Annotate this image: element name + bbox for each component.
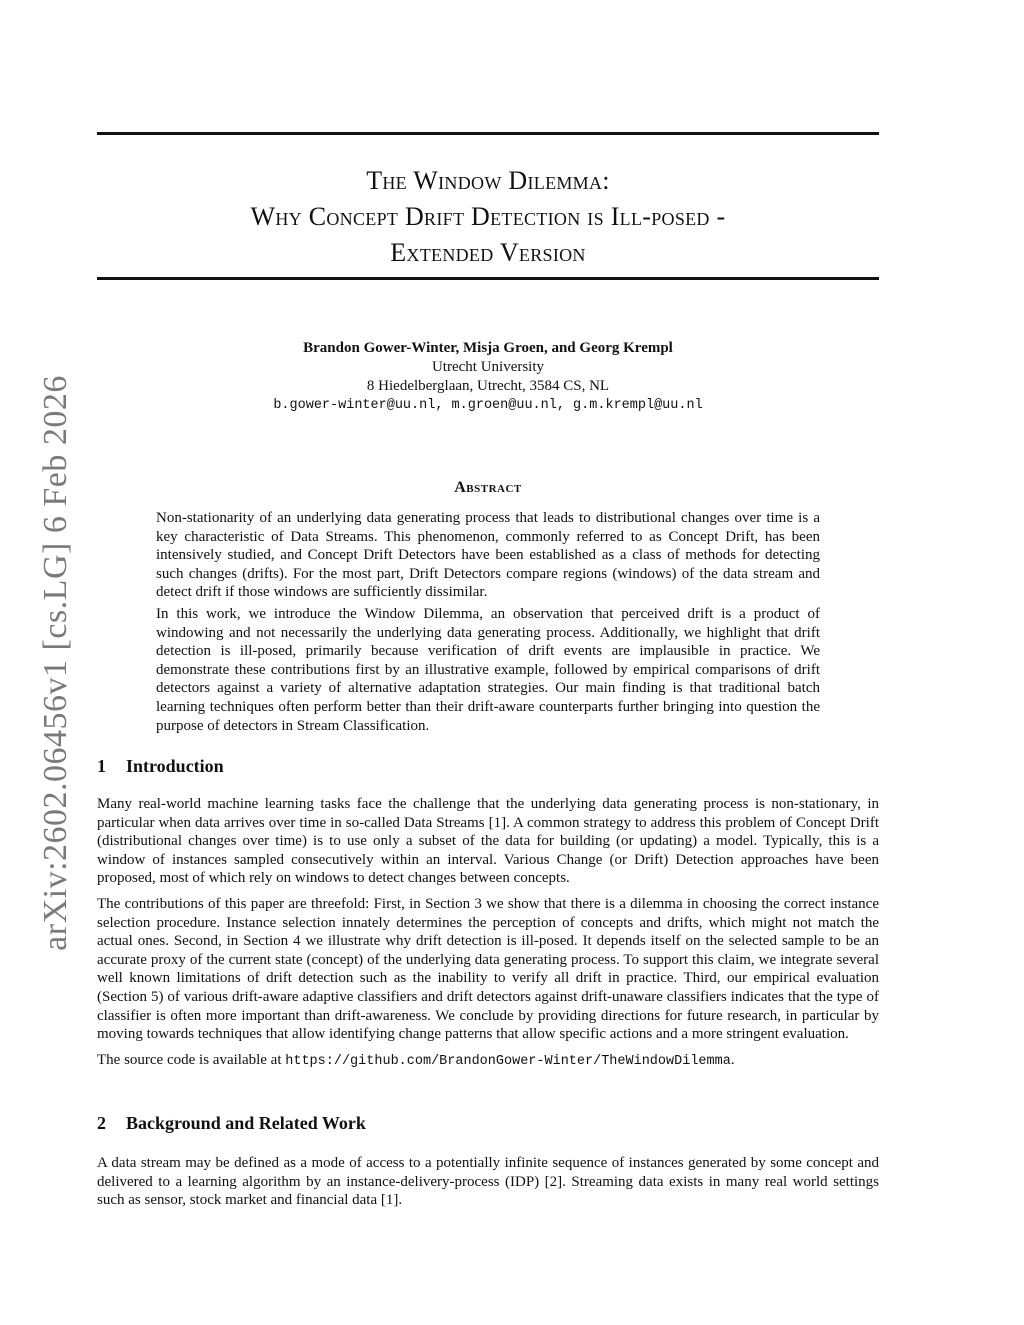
- source-code-paragraph: [97, 1051, 879, 1072]
- section-number: 2: [97, 1113, 106, 1133]
- title-line-2: Why Concept Drift Detection is Ill-posed -: [250, 202, 726, 231]
- author-address: 8 Hiedelberglaan, Utrecht, 3584 CS, NL: [366, 378, 610, 394]
- author-names: Brandon Gower-Winter, Misja Groen, and Georg Krempl: [303, 340, 673, 356]
- section-heading-introduction: [97, 756, 224, 777]
- abstract-heading: Abstract: [454, 479, 522, 496]
- title-top-rule: [97, 132, 879, 135]
- source-code-prefix: The source code is available at: [97, 1051, 282, 1068]
- abstract-paragraph: In this work, we introduce the Window Dilemma, an observation that perceived drift is a product of windowing and not necessarily the underlying data generating process. Additionally, we highlight that drift detection is ill-posed, primarily because verification of drift events are implausible in practice. We demonstrate these contributions first by an illustrative example, followed by empirical comparisons of drift detectors against a variety of alternative adaptation strategies. Our main finding is that traditional batch learning techniques often perform better than their drift-aware counterparts further bringing into question the purpose of detectors in Stream Classification.: [156, 605, 820, 734]
- title-bottom-rule: [97, 277, 879, 280]
- body-paragraph: Many real-world machine learning tasks face the challenge that the underlying data generating process is non-stationary, in particular when data arrives over time in so-called Data Streams [1]. A common strategy to address this problem of Concept Drift (distributional changes over time) is to use only a subset of the data for building (or updating) a model. Typically, this is a window of instances sampled consecutively within an interval. Various Change (or Drift) Detection approaches have been proposed, most of which rely on windows to detect changes between concepts.: [97, 796, 879, 887]
- paper-title: [97, 163, 879, 271]
- title-line-1: The Window Dilemma:: [366, 166, 610, 195]
- source-code-link[interactable]: https://github.com/BrandonGower-Winter/TheWindowDilemma: [285, 1053, 731, 1069]
- body-paragraph: The contributions of this paper are threefold: First, in Section 3 we show that there is a dilemma in choosing the correct instance selection procedure. Instance selection innately determines the perception of concepts and drifts, which might not match the actual ones. Second, in Section 4 we illustrate why drift detection is ill-posed. It depends itself on the selected sample to be an accurate proxy of the current state (concept) of the underlying data generating process. To support this claim, we integrate several well known limitations of drift detection such as the inability to verify all drift in practice. Third, our empirical evaluation (Section 5) of various drift-aware adaptive classifiers and drift detectors against drift-unaware classifiers indicates that the type of classifier is often more important than drift-awareness. We conclude by providing directions for future research, in particular by moving towards techniques that allow identifying change patterns that allow specific actions and a more stringent evaluation.: [97, 895, 879, 1043]
- source-code-suffix: .: [730, 1051, 735, 1068]
- section-number: 1: [97, 756, 106, 776]
- body-paragraph: A data stream may be defined as a mode of access to a potentially infinite sequence of instances generated by some concept and delivered to a learning algorithm by an instance-delivery-process (IDP) [2]. Streaming data exists in many real world settings such as sensor, stock market and financial data [1].: [97, 1155, 879, 1209]
- introduction-body: [97, 795, 879, 1078]
- section-heading-background: [97, 1113, 366, 1134]
- arxiv-identifier-stamp: arXiv:2602.06456v1 [cs.LG] 6 Feb 2026: [37, 375, 74, 951]
- section-title: Introduction: [126, 756, 224, 776]
- author-block: [97, 339, 879, 415]
- section-title: Background and Related Work: [126, 1113, 366, 1133]
- title-line-3: Extended Version: [390, 238, 586, 267]
- abstract-paragraph: Non-stationarity of an underlying data generating process that leads to distributional changes over time is a key characteristic of Data Streams. This phenomenon, commonly referred to as Concept Drift, has been intensively studied, and Concept Drift Detectors have been established as a class of methods for detecting such changes (drifts). For the most part, Drift Detectors compare regions (windows) of the data stream and detect drift if those windows are sufficiently dissimilar.: [156, 510, 820, 601]
- author-emails: b.gower-winter@uu.nl, m.groen@uu.nl, g.m.krempl@uu.nl: [273, 398, 703, 413]
- author-affiliation: Utrecht University: [431, 359, 545, 375]
- abstract-body: [156, 509, 820, 738]
- background-body: [97, 1154, 879, 1217]
